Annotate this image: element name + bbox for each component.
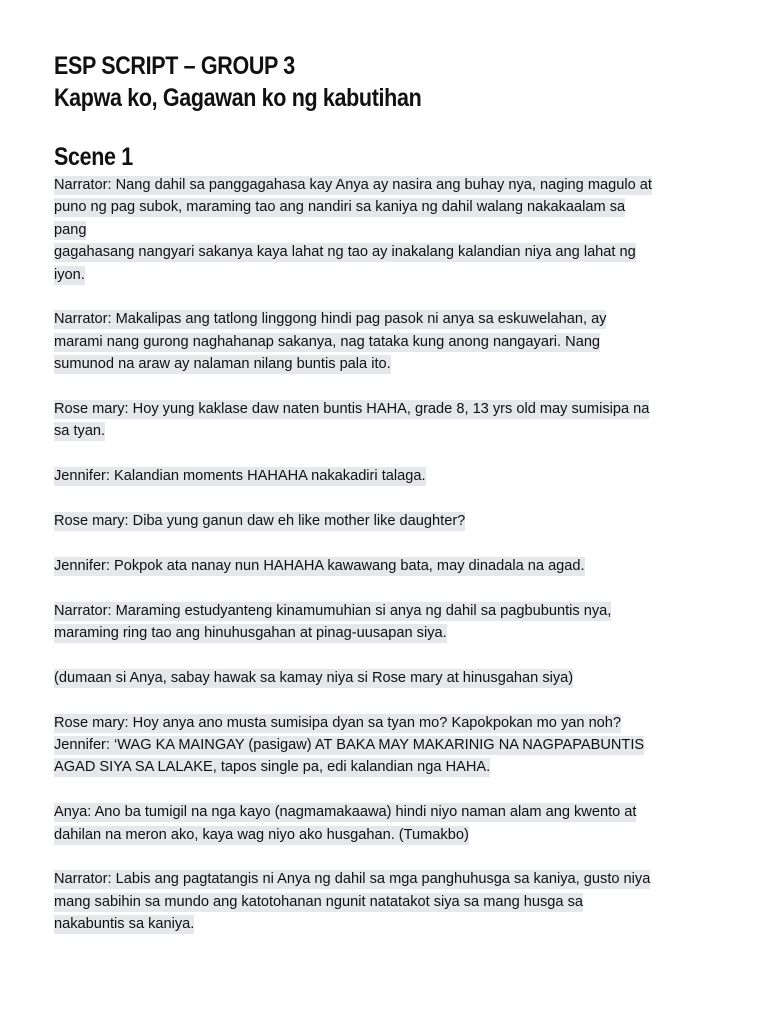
script-paragraph [54, 174, 714, 286]
script-line: sumunod na araw ay nalaman nilang buntis pala ito. [54, 356, 391, 373]
script-line: AGAD SIYA SA LALAKE, tapos single pa, edi kalandian nga HAHA. [54, 759, 491, 776]
script-line: Rose mary: Diba yung ganun daw eh like mother like daughter? [54, 513, 466, 530]
script-line: Rose mary: Hoy anya ano musta sumisipa dyan sa tyan mo? Kapokpokan mo yan noh? [54, 714, 622, 731]
script-body [54, 174, 714, 936]
script-line: Narrator: Maraming estudyanteng kinamumuhian si anya ng dahil sa pagbubuntis nya, [54, 602, 612, 619]
script-paragraph [54, 801, 714, 846]
script-line: dahilan na meron ako, kaya wag niyo ako husgahan. (Tumakbo) [54, 826, 469, 843]
script-line: Rose mary: Hoy yung kaklase daw naten buntis HAHA, grade 8, 13 yrs old may sumisipa na [54, 401, 650, 418]
script-line: pang [54, 221, 87, 238]
script-line: puno ng pag subok, maraming tao ang nandiri sa kaniya ng dahil walang nakakaalam sa [54, 199, 626, 216]
script-line: sa tyan. [54, 423, 106, 440]
script-paragraph [54, 734, 714, 779]
script-line: Jennifer: Pokpok ata nanay nun HAHAHA kawawang bata, may dinadala na agad. [54, 557, 585, 574]
document-title-line-2: Kapwa ko, Gagawan ko ng kabutihan [54, 84, 422, 112]
script-line: nakabuntis sa kaniya. [54, 916, 195, 933]
script-paragraph [54, 600, 714, 645]
script-line: Narrator: Nang dahil sa panggagahasa kay Anya ay nasira ang buhay nya, naging magulo at [54, 177, 652, 193]
script-line: mang sabihin sa mundo ang katotohanan ngunit natatakot siya sa mang husga sa [54, 893, 583, 910]
script-paragraph [54, 465, 714, 487]
script-line: maraming ring tao ang hinuhusgahan at pinag-uusapan siya. [54, 625, 447, 642]
script-paragraph [54, 712, 714, 734]
script-line: iyon. [54, 266, 85, 283]
document-title-line-1: ESP SCRIPT – GROUP 3 [54, 52, 295, 80]
script-line: Narrator: Labis ang pagtatangis ni Anya ng dahil sa mga panghuhusga sa kaniya, gusto niya [54, 871, 651, 888]
script-paragraph [54, 667, 714, 689]
script-line: Jennifer: ‘WAG KA MAINGAY (pasigaw) AT BAKA MAY MAKARINIG NA NAGPAPABUNTIS [54, 737, 645, 754]
script-line: Anya: Ano ba tumigil na nga kayo (nagmamakaawa) hindi niyo naman alam ang kwento at [54, 804, 637, 821]
document-page [54, 50, 714, 958]
script-paragraph [54, 555, 714, 577]
scene-heading: Scene 1 [54, 143, 133, 171]
script-paragraph [54, 308, 714, 375]
script-line: Jennifer: Kalandian moments HAHAHA nakakadiri talaga. [54, 468, 426, 485]
script-paragraph [54, 868, 714, 935]
script-line: gagahasang nangyari sakanya kaya lahat ng tao ay inakalang kalandian niya ang lahat ng [54, 244, 636, 261]
script-line: (dumaan si Anya, sabay hawak sa kamay niya si Rose mary at hinusgahan siya) [54, 669, 574, 686]
script-paragraph [54, 510, 714, 532]
script-line: Narrator: Makalipas ang tatlong linggong hindi pag pasok ni anya sa eskuwelahan, ay [54, 311, 607, 328]
script-paragraph [54, 398, 714, 443]
script-line: marami nang gurong naghahanap sakanya, nag tataka kung anong nangayari. Nang [54, 333, 601, 350]
